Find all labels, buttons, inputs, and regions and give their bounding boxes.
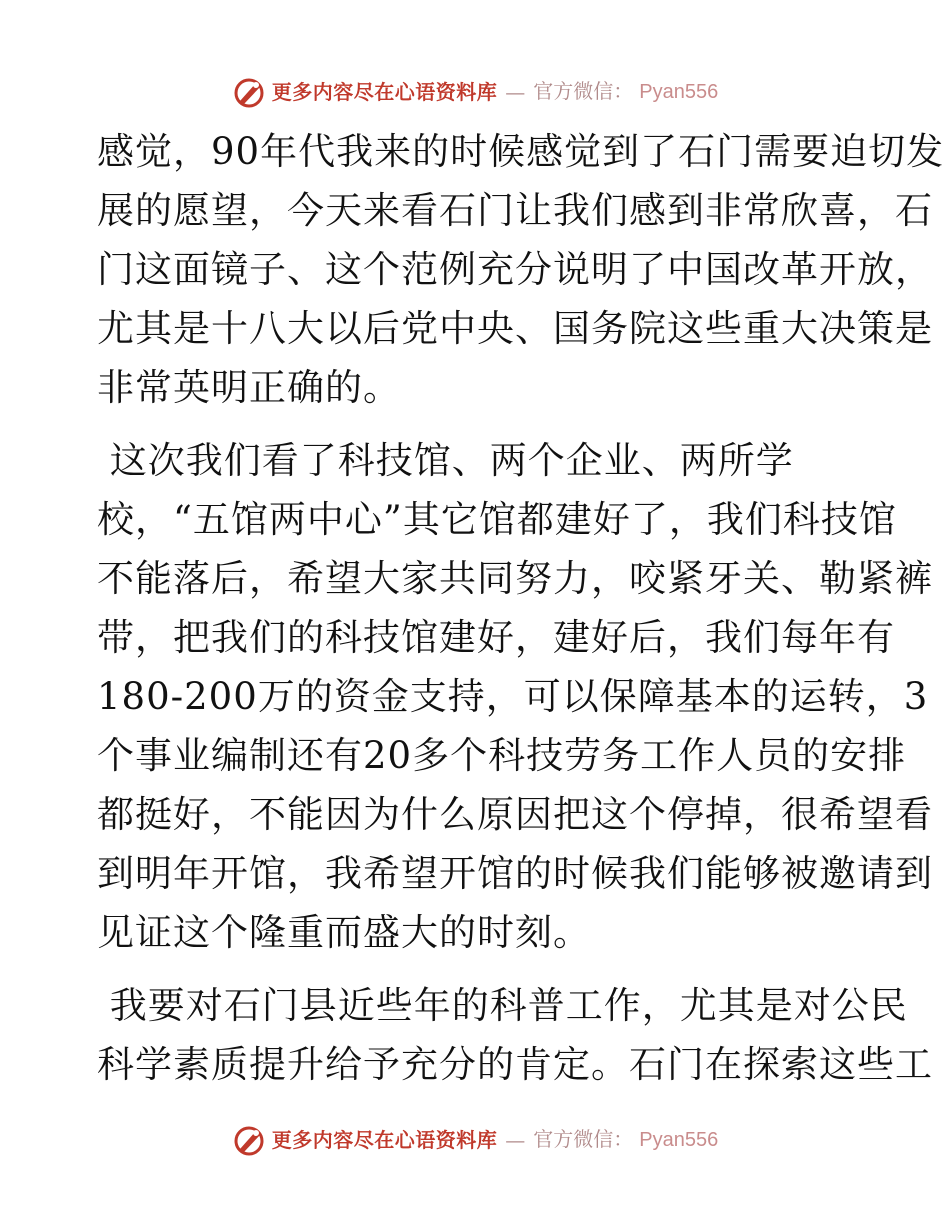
text-line: 展的愿望，今天来看石门让我们感到非常欣喜，石 (97, 189, 933, 232)
text-line: 见证这个隆重而盛大的时刻。 (97, 911, 591, 954)
banner-wechat-label: 官方微信： (533, 81, 634, 103)
pen-circle-icon (232, 1123, 266, 1157)
banner-separator: — (505, 80, 526, 104)
banner-wechat-id: Pyan556 (639, 1129, 719, 1151)
text-line: 到明年开馆，我希望开馆的时候我们能够被邀请到 (97, 852, 933, 895)
banner-separator: — (505, 1128, 526, 1152)
paragraph-3 (97, 976, 933, 1094)
text-line: 180-200万的资金支持，可以保障基本的运转，3 (97, 675, 929, 718)
paragraph-2 (97, 431, 933, 962)
text-line: 科学素质提升给予充分的肯定。石门在探索这些工 (97, 1043, 933, 1086)
banner-title: 更多内容尽在心语资料库 (271, 80, 498, 104)
text-line: 感觉，90年代我来的时候感觉到了石门需要迫切发 (97, 130, 945, 173)
pen-circle-icon (232, 75, 266, 109)
banner-title: 更多内容尽在心语资料库 (271, 1128, 498, 1152)
text-line: 门这面镜子、这个范例充分说明了中国改革开放， (97, 248, 933, 291)
text-line: 不能落后，希望大家共同努力，咬紧牙关、勒紧裤 (97, 557, 933, 600)
text-line: 校，“五馆两中心”其它馆都建好了，我们科技馆 (97, 498, 897, 541)
text-line: 都挺好，不能因为什么原因把这个停掉，很希望看 (97, 793, 933, 836)
header-banner (0, 72, 950, 112)
banner-wechat-id: Pyan556 (639, 81, 719, 103)
footer-banner (0, 1120, 950, 1160)
text-line: 我要对石门县近些年的科普工作，尤其是对公民 (97, 984, 908, 1027)
text-line: 带，把我们的科技馆建好，建好后，我们每年有 (97, 616, 895, 659)
text-line: 非常英明正确的。 (97, 366, 401, 409)
text-line: 这次我们看了科技馆、两个企业、两所学 (97, 439, 794, 482)
paragraph-1 (97, 122, 945, 417)
banner-wechat-label: 官方微信： (533, 1129, 634, 1151)
document-body (97, 122, 945, 1094)
text-line: 尤其是十八大以后党中央、国务院这些重大决策是 (97, 307, 933, 350)
text-line: 个事业编制还有20多个科技劳务工作人员的安排 (97, 734, 907, 777)
